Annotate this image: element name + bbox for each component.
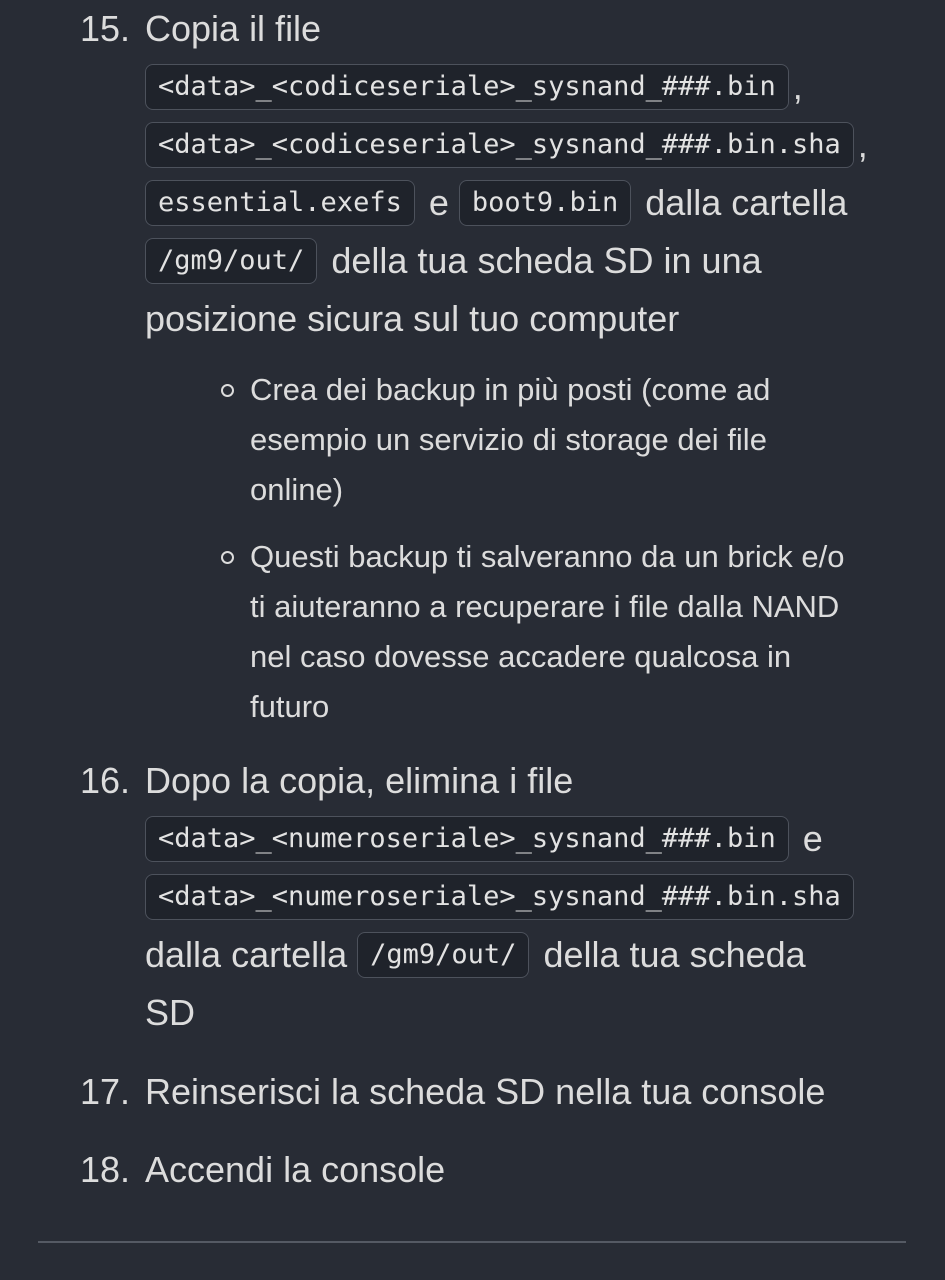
list-item: Questi backup ti salveranno da un brick e/o ti aiuteranno a recuperare i file dalla NAND nel caso dovesse accadere qualcosa in futuro <box>145 532 935 732</box>
step-body: Copia il file <data>_<codiceseriale>_sysnand_###.bin , <data>_<codiceseriale>_sysnand_###.bin.sha , essential.exefs e boot9.bin dalla cartella /gm9/out/ della tua scheda SD in una posizione sicura sul tuo computer <box>145 0 935 348</box>
list-item: Crea dei backup in più posti (come ad esempio un servizio di storage dei file online) <box>145 365 935 515</box>
code-sysnand-bin: <data>_<numeroseriale>_sysnand_###.bin <box>145 816 789 862</box>
code-sysnand-bin-sha: <data>_<numeroseriale>_sysnand_###.bin.sha <box>145 874 854 920</box>
code-sysnand-bin: <data>_<codiceseriale>_sysnand_###.bin <box>145 64 789 110</box>
step-number: 15. <box>80 8 131 49</box>
step-title: Accendi la console <box>145 1149 446 1190</box>
step-title: Copia il file <box>145 8 322 49</box>
step-number: 16. <box>80 760 131 801</box>
code-sysnand-bin-sha: <data>_<codiceseriale>_sysnand_###.bin.sha <box>145 122 854 168</box>
step-body <box>145 1141 935 1199</box>
bullet-circle-icon <box>221 384 234 397</box>
step-number: 17. <box>80 1071 131 1112</box>
step-body: Dopo la copia, elimina i file <data>_<numeroseriale>_sysnand_###.bin e <data>_<numeroseriale>_sysnand_###.bin.sha dalla cartella /gm9/out/ della tua scheda SD <box>145 752 935 1042</box>
divider <box>38 1241 906 1243</box>
code-boot9-bin: boot9.bin <box>459 180 631 226</box>
step-15-notes <box>145 365 935 732</box>
step-title: Reinserisci la scheda SD nella tua console <box>145 1071 826 1112</box>
code-folder-path: /gm9/out/ <box>145 238 317 284</box>
code-essential-exefs: essential.exefs <box>145 180 415 226</box>
step-title: Dopo la copia, elimina i file <box>145 760 574 801</box>
bullet-circle-icon <box>221 551 234 564</box>
step-number: 18. <box>80 1149 131 1190</box>
code-folder-path: /gm9/out/ <box>357 932 529 978</box>
step-body <box>145 1063 935 1121</box>
